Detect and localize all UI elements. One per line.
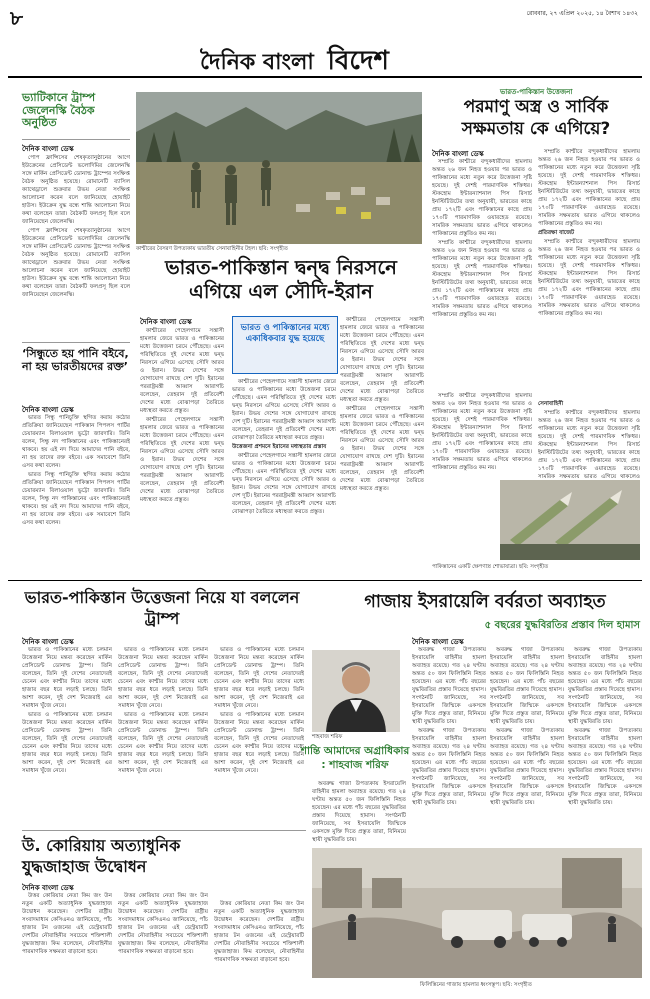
indus-text-cont: ভারত সিন্ধু পানিচুক্তি স্থগিত করায় কঠোর প্রতিক্রিয়া জানিয়েছেন পাকিস্তান পিপলস পার্টির চেয়ারম্যান বিলাওয়াল ভুট্টো জারদারি। তিনি বলেন, সিন্ধু নদ পাকিস্তানের এবং পাকিস্তানেরই থাকবে। হয় এই নদ দিয়ে আমাদের পানি বইবে, না হয় তাদের রক্ত বইবে। এক সমাবেশে তিনি এসব কথা বলেন। [22,472,130,526]
korea-col1 [22,892,112,992]
nuclear-text-cont: সম্প্রতি কাশ্মীরে বন্দুকধারীদের হামলায় অন্তত ২৬ জন নিহত হওয়ার পর ভারত ও পাকিস্তানের মধ্যে নতুন করে উত্তেজনা সৃষ্টি হয়েছে। দুই দেশই পারমাণবিক শক্তিধর। স্টকহোম ইন্টারন্যাশনাল পিস রিসার্চ ইনস্টিটিউটের তথ্য অনুযায়ী, ভারতের কাছে প্রায় ১৭২টি এবং পাকিস্তানের কাছে প্রায় ১৭০টি পারমাণবিক ওয়ারহেড রয়েছে। সামরিক সক্ষমতায় ভারত এগিয়ে থাকলেও পাকিস্তানের প্রস্তুতিও কম নয়। [432,240,532,318]
indus-headline: ‘সিন্ধুতে হয় পানি বইবে, না হয় ভারতীয়দের রক্ত’ [22,347,129,373]
saudi-iran-subhead: উত্তেজনা প্রশমনে ইরানের মধ্যস্থতার প্রস্তাব [232,444,327,450]
masthead-brand: দৈনিক বাংলা [200,50,314,75]
masthead-section: বিদেশ [327,46,389,76]
sharif-portrait-illustration [312,650,400,732]
missile-photo-caption: পাকিস্তানের একটি ক্ষেপণাস্ত্র শোভাযাত্রা। ছবি: সংগৃহীত [432,564,549,570]
gaza-text-cont: অবরুদ্ধ গাজা উপত্যকায় ইসরায়েলি বাহিনীর হামলা অব্যাহত রয়েছে। গত ২৪ ঘণ্টায় অন্তত ৫০ জন ফিলিস্তিনি নিহত হয়েছেন। এর মধ্যে পাঁচ বছরের যুদ্ধবিরতির প্রস্তাব দিয়েছে হামাস। সংগঠনটি জানিয়েছে, সব ইসরায়েলি জিম্মিকে একসঙ্গে মুক্তি দিতে প্রস্তুত তারা, বিনিময়ে স্থায়ী যুদ্ধবিরতি চায়। [412,728,486,806]
gaza-rubble-illustration [312,848,642,978]
divider [22,342,130,343]
saudi-iran-headline: ভারত-পাকিস্তান দ্বন্দ্ব নিরসনে এগিয়ে এল সৌদি-ইরান [165,256,397,304]
korea-byline: দৈনিক বাংলা ডেস্ক [22,884,74,892]
page-number: ৮ [10,6,23,30]
date-line: রোববার, ২৭ এপ্রিল ২০২৫, ১৪ বৈশাখ ১৪৩২ [526,10,638,17]
saudi-iran-col2 [232,378,336,576]
saudi-iran-text-col2: কাশ্মীরের পেহেলগামে সন্ত্রাসী হামলার জেরে ভারত ও পাকিস্তানের মধ্যে উত্তেজনা চরমে পৌঁছেছে। এমন পরিস্থিতিতে দুই দেশের মধ্যে দ্বন্দ্ব নিরসনে এগিয়ে এসেছে সৌদি আরব ও ইরান। উভয় দেশের সঙ্গে যোগাযোগ রাখছে দেশ দুটি। ইরানের পররাষ্ট্রমন্ত্রী আব্বাস আরাগচি বলেছেন, তেহরান দুই প্রতিবেশী দেশের মধ্যে বোঝাপড়া তৈরিতে মধ্যস্থতা করতে প্রস্তুত। [232,379,336,441]
nuclear-col1 [432,158,532,388]
saudi-iran-byline: দৈনিক বাংলা ডেস্ক [140,318,192,326]
indus-text: ভারত সিন্ধু পানিচুক্তি স্থগিত করায় কঠোর প্রতিক্রিয়া জানিয়েছেন পাকিস্তান পিপলস পার্টির চেয়ারম্যান বিলাওয়াল ভুট্টো জারদারি। তিনি বলেন, সিন্ধু নদ পাকিস্তানের এবং পাকিস্তানেরই থাকবে। হয় এই নদ দিয়ে আমাদের পানি বইবে, না হয় তাদের রক্ত বইবে। এক সমাবেশে তিনি এসব কথা বলেন। [22,415,130,469]
sharif-photo [312,650,400,732]
trump-text-cont: ভারত ও পাকিস্তানের মধ্যে চলমান উত্তেজনা নিয়ে মন্তব্য করেছেন মার্কিন প্রেসিডেন্ট ডোনাল্ড ট্রাম্প। তিনি বলেছেন, তিনি দুই দেশের নেতাদেরই চেনেন এবং কাশ্মীর নিয়ে তাদের মধ্যে হাজার বছর ধরে লড়াই চলছে। তিনি আশা করেন, দুই দেশ নিজেরাই এর সমাধান খুঁজে নেবে। [22,712,112,774]
gaza-text-col3b: অবরুদ্ধ গাজা উপত্যকায় ইসরায়েলি বাহিনীর হামলা অব্যাহত রয়েছে। গত ২৪ ঘণ্টায় অন্তত ৫০ জন ফিলিস্তিনি নিহত হয়েছেন। এর মধ্যে পাঁচ বছরের যুদ্ধবিরতির প্রস্তাব দিয়েছে হামাস। সংগঠনটি জানিয়েছে, সব ইসরায়েলি জিম্মিকে একসঙ্গে মুক্তি দিতে প্রস্তুত তারা, বিনিময়ে স্থায়ী যুদ্ধবিরতি চায়। [568,728,642,806]
kashmir-soldiers-photo [136,92,422,244]
nuclear-subhead-1: প্রতিরক্ষা বাজেট [538,230,575,236]
nuclear-text-col2: সম্প্রতি কাশ্মীরে বন্দুকধারীদের হামলায় অন্তত ২৬ জন নিহত হওয়ার পর ভারত ও পাকিস্তানের মধ্যে নতুন করে উত্তেজনা সৃষ্টি হয়েছে। দুই দেশই পারমাণবিক শক্তিধর। স্টকহোম ইন্টারন্যাশনাল পিস রিসার্চ ইনস্টিটিউটের তথ্য অনুযায়ী, ভারতের কাছে প্রায় ১৭২টি এবং পাকিস্তানের কাছে প্রায় ১৭০টি পারমাণবিক ওয়ারহেড রয়েছে। সামরিক সক্ষমতায় ভারত এগিয়ে থাকলেও পাকিস্তানের প্রস্তুতিও কম নয়। [538,149,640,227]
gaza-text-col0: অবরুদ্ধ গাজা উপত্যকায় ইসরায়েলি বাহিনীর হামলা অব্যাহত রয়েছে। গত ২৪ ঘণ্টায় অন্তত ৫০ জন ফিলিস্তিনি নিহত হয়েছেন। এর মধ্যে পাঁচ বছরের যুদ্ধবিরতির প্রস্তাব দিয়েছে হামাস। সংগঠনটি জানিয়েছে, সব ইসরায়েলি জিম্মিকে একসঙ্গে মুক্তি দিতে প্রস্তুত তারা, বিনিময়ে স্থায়ী যুদ্ধবিরতি চায়। [312,781,406,843]
vatican-body [22,154,130,340]
saudi-iran-pullquote: ভারত ও পাকিস্তানের মধ্যে একাধিকবার যুদ্ধ হয়েছে [240,323,330,345]
divider [22,830,306,831]
sharif-caption: শাহবাজ শরিফ [312,734,343,740]
kashmir-photo-caption: কাশ্মীরের বৈসরণ উপত্যকায় ভারতীয় সেনাবাহিনীর টহল। ছবি: সংগৃহীত [136,246,288,252]
gaza-headline: গাজায় ইসরায়েলি বর্বরতা অব্যাহত [364,592,606,612]
missile-photo [500,480,640,560]
gaza-photo [312,848,642,978]
trump-col1 [22,646,112,826]
kashmir-scene-illustration [136,92,422,244]
nuclear-text: সম্প্রতি কাশ্মীরে বন্দুকধারীদের হামলায় অন্তত ২৬ জন নিহত হওয়ার পর ভারত ও পাকিস্তানের মধ্যে নতুন করে উত্তেজনা সৃষ্টি হয়েছে। দুই দেশই পারমাণবিক শক্তিধর। স্টকহোম ইন্টারন্যাশনাল পিস রিসার্চ ইনস্টিটিউটের তথ্য অনুযায়ী, ভারতের কাছে প্রায় ১৭২টি এবং পাকিস্তানের কাছে প্রায় ১৭০টি পারমাণবিক ওয়ারহেড রয়েছে। সামরিক সক্ষমতায় ভারত এগিয়ে থাকলেও পাকিস্তানের প্রস্তুতিও কম নয়। [432,159,532,237]
nuclear-kicker: ভারত-পাকিস্তান উত্তেজনা [500,88,573,96]
divider [22,139,130,140]
missile-illustration [500,480,640,560]
korea-col2 [118,892,208,992]
vatican-byline: দৈনিক বাংলা ডেস্ক [22,145,74,153]
gaza-text-col3: অবরুদ্ধ গাজা উপত্যকায় ইসরায়েলি বাহিনীর হামলা অব্যাহত রয়েছে। গত ২৪ ঘণ্টায় অন্তত ৫০ জন ফিলিস্তিনি নিহত হয়েছেন। এর মধ্যে পাঁচ বছরের যুদ্ধবিরতির প্রস্তাব দিয়েছে হামাস। সংগঠনটি জানিয়েছে, সব ইসরায়েলি জিম্মিকে একসঙ্গে মুক্তি দিতে প্রস্তুত তারা, বিনিময়ে স্থায়ী যুদ্ধবিরতি চায়। [568,647,642,725]
trump-text: ভারত ও পাকিস্তানের মধ্যে চলমান উত্তেজনা নিয়ে মন্তব্য করেছেন মার্কিন প্রেসিডেন্ট ডোনাল্ড ট্রাম্প। তিনি বলেছেন, তিনি দুই দেশের নেতাদেরই চেনেন এবং কাশ্মীর নিয়ে তাদের মধ্যে হাজার বছর ধরে লড়াই চলছে। তিনি আশা করেন, দুই দেশ নিজেরাই এর সমাধান খুঁজে নেবে। [22,647,112,709]
gaza-col3 [568,646,642,816]
indus-body [22,414,130,574]
header-rule [8,76,642,78]
saudi-iran-col3 [340,316,424,576]
nuclear-headline: পরমাণু অস্ত্র ও সার্বিক সক্ষমতায় কে এগিয়ে? [461,97,611,140]
gaza-col2 [490,646,564,816]
korea-headline: উ. কোরিয়ায় অত্যাধুনিক যুদ্ধজাহাজ উদ্বোধন [22,836,181,876]
nuclear-col2 [538,148,640,398]
vatican-text: পোপ ফ্রান্সিসের শেষকৃত্যানুষ্ঠানের আগে ইউক্রেনের প্রেসিডেন্ট ভলোদিমির জেলেনস্কি সঙ্গে মার্কিন প্রেসিডেন্ট ডোনাল্ড ট্রাম্পের সংক্ষিপ্ত বৈঠক অনুষ্ঠিত হয়েছে। রোমানেটি ব্যাসিল ক্যাথেড্রালে শুক্রবার উভয় নেতা সংক্ষিপ্ত আলোচনা করেন বলে জানিয়েছে হোয়াইট হাউস। ইউক্রেন যুদ্ধ বন্ধে শান্তি আলোচনা নিয়ে কথা বলেছেন তারা। বৈঠকটি ফলপ্রসূ ছিল বলে জানিয়েছেন জেলেনস্কি। [22,155,130,225]
gaza-text-col2b: অবরুদ্ধ গাজা উপত্যকায় ইসরায়েলি বাহিনীর হামলা অব্যাহত রয়েছে। গত ২৪ ঘণ্টায় অন্তত ৫০ জন ফিলিস্তিনি নিহত হয়েছেন। এর মধ্যে পাঁচ বছরের যুদ্ধবিরতির প্রস্তাব দিয়েছে হামাস। সংগঠনটি জানিয়েছে, সব ইসরায়েলি জিম্মিকে একসঙ্গে মুক্তি দিতে প্রস্তুত তারা, বিনিময়ে স্থায়ী যুদ্ধবিরতি চায়। [490,728,564,806]
nuclear-text-col2b: সম্প্রতি কাশ্মীরে বন্দুকধারীদের হামলায় অন্তত ২৬ জন নিহত হওয়ার পর ভারত ও পাকিস্তানের মধ্যে নতুন করে উত্তেজনা সৃষ্টি হয়েছে। দুই দেশই পারমাণবিক শক্তিধর। স্টকহোম ইন্টারন্যাশনাল পিস রিসার্চ ইনস্টিটিউটের তথ্য অনুযায়ী, ভারতের কাছে প্রায় ১৭২টি এবং পাকিস্তানের কাছে প্রায় ১৭০টি পারমাণবিক ওয়ারহেড রয়েছে। সামরিক সক্ষমতায় ভারত এগিয়ে থাকলেও পাকিস্তানের প্রস্তুতিও কম নয়। [538,239,640,317]
saudi-iran-text-col3: কাশ্মীরের পেহেলগামে সন্ত্রাসী হামলার জেরে ভারত ও পাকিস্তানের মধ্যে উত্তেজনা চরমে পৌঁছেছে। এমন পরিস্থিতিতে দুই দেশের মধ্যে দ্বন্দ্ব নিরসনে এগিয়ে এসেছে সৌদি আরব ও ইরান। উভয় দেশের সঙ্গে যোগাযোগ রাখছে দেশ দুটি। ইরানের পররাষ্ট্রমন্ত্রী আব্বাস আরাগচি বলেছেন, তেহরান দুই প্রতিবেশী দেশের মধ্যে বোঝাপড়া তৈরিতে মধ্যস্থতা করতে প্রস্তুত। [340,317,424,403]
saudi-iran-col1 [140,327,224,577]
trump-text-col2: ভারত ও পাকিস্তানের মধ্যে চলমান উত্তেজনা নিয়ে মন্তব্য করেছেন মার্কিন প্রেসিডেন্ট ডোনাল্ড ট্রাম্প। তিনি বলেছেন, তিনি দুই দেশের নেতাদেরই চেনেন এবং কাশ্মীর নিয়ে তাদের মধ্যে হাজার বছর ধরে লড়াই চলছে। তিনি আশা করেন, দুই দেশ নিজেরাই এর সমাধান খুঁজে নেবে। [118,647,208,709]
nuclear-text-col3: সম্প্রতি কাশ্মীরে বন্দুকধারীদের হামলায় অন্তত ২৬ জন নিহত হওয়ার পর ভারত ও পাকিস্তানের মধ্যে নতুন করে উত্তেজনা সৃষ্টি হয়েছে। দুই দেশই পারমাণবিক শক্তিধর। স্টকহোম ইন্টারন্যাশনাল পিস রিসার্চ ইনস্টিটিউটের তথ্য অনুযায়ী, ভারতের কাছে প্রায় ১৭২টি এবং পাকিস্তানের কাছে প্রায় ১৭০টি পারমাণবিক ওয়ারহেড রয়েছে। সামরিক সক্ষমতায় ভারত এগিয়ে থাকলেও পাকিস্তানের প্রস্তুতিও কম নয়। [432,393,532,471]
gaza-text-col2: অবরুদ্ধ গাজা উপত্যকায় ইসরায়েলি বাহিনীর হামলা অব্যাহত রয়েছে। গত ২৪ ঘণ্টায় অন্তত ৫০ জন ফিলিস্তিনি নিহত হয়েছেন। এর মধ্যে পাঁচ বছরের যুদ্ধবিরতির প্রস্তাব দিয়েছে হামাস। সংগঠনটি জানিয়েছে, সব ইসরায়েলি জিম্মিকে একসঙ্গে মুক্তি দিতে প্রস্তুত তারা, বিনিময়ে স্থায়ী যুদ্ধবিরতি চায়। [490,647,564,725]
korea-col3 [214,900,304,992]
saudi-iran-text-cont: কাশ্মীরের পেহেলগামে সন্ত্রাসী হামলার জেরে ভারত ও পাকিস্তানের মধ্যে উত্তেজনা চরমে পৌঁছেছে। এমন পরিস্থিতিতে দুই দেশের মধ্যে দ্বন্দ্ব নিরসনে এগিয়ে এসেছে সৌদি আরব ও ইরান। উভয় দেশের সঙ্গে যোগাযোগ রাখছে দেশ দুটি। ইরানের পররাষ্ট্রমন্ত্রী আব্বাস আরাগচি বলেছেন, তেহরান দুই প্রতিবেশী দেশের মধ্যে বোঝাপড়া তৈরিতে মধ্যস্থতা করতে প্রস্তুত। [140,417,224,503]
trump-text-col3b: ভারত ও পাকিস্তানের মধ্যে চলমান উত্তেজনা নিয়ে মন্তব্য করেছেন মার্কিন প্রেসিডেন্ট ডোনাল্ড ট্রাম্প। তিনি বলেছেন, তিনি দুই দেশের নেতাদেরই চেনেন এবং কাশ্মীর নিয়ে তাদের মধ্যে হাজার বছর ধরে লড়াই চলছে। তিনি আশা করেন, দুই দেশ নিজেরাই এর সমাধান খুঁজে নেবে। [214,712,304,774]
gaza-photo-caption: ফিলিস্তিনের গাজায় হামলার ধ্বংসস্তূপ। ছবি: সংগৃহীত [420,982,532,988]
trump-tension-byline: দৈনিক বাংলা ডেস্ক [22,638,74,646]
korea-text-col3: উত্তর কোরিয়ার নেতা কিম জং উন নতুন একটি অত্যাধুনিক যুদ্ধজাহাজ উদ্বোধন করেছেন। দেশটির রাষ্ট্রীয় সংবাদমাধ্যম কেসিএনএ জানিয়েছে, পাঁচ হাজার টন ওজনের এই ডেস্ট্রয়ারটি দেশটির নৌবাহিনীর সবচেয়ে শক্তিশালী যুদ্ধজাহাজ। কিম বলেছেন, নৌবাহিনীর পারমাণবিক সক্ষমতা বাড়ানো হবে। [214,901,304,963]
saudi-iran-pullquote-box [232,316,338,374]
gaza-col0 [312,780,406,846]
trump-tension-headline: ভারত-পাকিস্তান উত্তেজনা নিয়ে যা বললেন ট্রাম্প [24,588,300,628]
korea-text-col2: উত্তর কোরিয়ার নেতা কিম জং উন নতুন একটি অত্যাধুনিক যুদ্ধজাহাজ উদ্বোধন করেছেন। দেশটির রাষ্ট্রীয় সংবাদমাধ্যম কেসিএনএ জানিয়েছে, পাঁচ হাজার টন ওজনের এই ডেস্ট্রয়ারটি দেশটির নৌবাহিনীর সবচেয়ে শক্তিশালী যুদ্ধজাহাজ। কিম বলেছেন, নৌবাহিনীর পারমাণবিক সক্ষমতা বাড়ানো হবে। [118,893,208,955]
indus-byline: দৈনিক বাংলা ডেস্ক [22,406,74,414]
vatican-text-cont: পোপ ফ্রান্সিসের শেষকৃত্যানুষ্ঠানের আগে ইউক্রেনের প্রেসিডেন্ট ভলোদিমির জেলেনস্কি সঙ্গে মার্কিন প্রেসিডেন্ট ডোনাল্ড ট্রাম্পের সংক্ষিপ্ত বৈঠক অনুষ্ঠিত হয়েছে। রোমানেটি ব্যাসিল ক্যাথেড্রালে শুক্রবার উভয় নেতা সংক্ষিপ্ত আলোচনা করেন বলে জানিয়েছে হোয়াইট হাউস। ইউক্রেন যুদ্ধ বন্ধে শান্তি আলোচনা নিয়ে কথা বলেছেন তারা। বৈঠকটি ফলপ্রসূ ছিল বলে জানিয়েছেন জেলেনস্কি। [22,228,130,298]
section-divider [8,580,642,581]
gaza-col1 [412,646,486,816]
nuclear-subhead-2: সেনাবাহিনী [538,401,564,407]
masthead [200,40,460,76]
saudi-iran-text-col3b: কাশ্মীরের পেহেলগামে সন্ত্রাসী হামলার জেরে ভারত ও পাকিস্তানের মধ্যে উত্তেজনা চরমে পৌঁছেছে। এমন পরিস্থিতিতে দুই দেশের মধ্যে দ্বন্দ্ব নিরসনে এগিয়ে এসেছে সৌদি আরব ও ইরান। উভয় দেশের সঙ্গে যোগাযোগ রাখছে দেশ দুটি। ইরানের পররাষ্ট্রমন্ত্রী আব্বাস আরাগচি বলেছেন, তেহরান দুই প্রতিবেশী দেশের মধ্যে বোঝাপড়া তৈরিতে মধ্যস্থতা করতে প্রস্তুত। [340,406,424,492]
gaza-text: অবরুদ্ধ গাজা উপত্যকায় ইসরায়েলি বাহিনীর হামলা অব্যাহত রয়েছে। গত ২৪ ঘণ্টায় অন্তত ৫০ জন ফিলিস্তিনি নিহত হয়েছেন। এর মধ্যে পাঁচ বছরের যুদ্ধবিরতির প্রস্তাব দিয়েছে হামাস। সংগঠনটি জানিয়েছে, সব ইসরায়েলি জিম্মিকে একসঙ্গে মুক্তি দিতে প্রস্তুত তারা, বিনিময়ে স্থায়ী যুদ্ধবিরতি চায়। [412,647,486,725]
trump-col2 [118,646,208,826]
gaza-subheadline: ৫ বছরের যুদ্ধবিরতির প্রস্তাব দিল হামাস [484,620,640,631]
trump-text-col2b: ভারত ও পাকিস্তানের মধ্যে চলমান উত্তেজনা নিয়ে মন্তব্য করেছেন মার্কিন প্রেসিডেন্ট ডোনাল্ড ট্রাম্প। তিনি বলেছেন, তিনি দুই দেশের নেতাদেরই চেনেন এবং কাশ্মীর নিয়ে তাদের মধ্যে হাজার বছর ধরে লড়াই চলছে। তিনি আশা করেন, দুই দেশ নিজেরাই এর সমাধান খুঁজে নেবে। [118,712,208,774]
saudi-iran-text-col2b: কাশ্মীরের পেহেলগামে সন্ত্রাসী হামলার জেরে ভারত ও পাকিস্তানের মধ্যে উত্তেজনা চরমে পৌঁছেছে। এমন পরিস্থিতিতে দুই দেশের মধ্যে দ্বন্দ্ব নিরসনে এগিয়ে এসেছে সৌদি আরব ও ইরান। উভয় দেশের সঙ্গে যোগাযোগ রাখছে দেশ দুটি। ইরানের পররাষ্ট্রমন্ত্রী আব্বাস আরাগচি বলেছেন, তেহরান দুই প্রতিবেশী দেশের মধ্যে বোঝাপড়া তৈরিতে মধ্যস্থতা করতে প্রস্তুত। [232,453,336,515]
saudi-iran-text: কাশ্মীরের পেহেলগামে সন্ত্রাসী হামলার জেরে ভারত ও পাকিস্তানের মধ্যে উত্তেজনা চরমে পৌঁছেছে। এমন পরিস্থিতিতে দুই দেশের মধ্যে দ্বন্দ্ব নিরসনে এগিয়ে এসেছে সৌদি আরব ও ইরান। উভয় দেশের সঙ্গে যোগাযোগ রাখছে দেশ দুটি। ইরানের পররাষ্ট্রমন্ত্রী আব্বাস আরাগচি বলেছেন, তেহরান দুই প্রতিবেশী দেশের মধ্যে বোঝাপড়া তৈরিতে মধ্যস্থতা করতে প্রস্তুত। [140,328,224,414]
vatican-headline: ভ্যাটিকানে ট্রাম্প জেলেনস্কি বৈঠক অনুষ্ঠিত [22,91,96,130]
gaza-byline: দৈনিক বাংলা ডেস্ক [412,638,464,646]
sharif-headline: শান্তি আমাদের অগ্রাধিকার : শাহবাজ শরিফ [300,745,410,772]
korea-text: উত্তর কোরিয়ার নেতা কিম জং উন নতুন একটি অত্যাধুনিক যুদ্ধজাহাজ উদ্বোধন করেছেন। দেশটির রাষ্ট্রীয় সংবাদমাধ্যম কেসিএনএ জানিয়েছে, পাঁচ হাজার টন ওজনের এই ডেস্ট্রয়ারটি দেশটির নৌবাহিনীর সবচেয়ে শক্তিশালী যুদ্ধজাহাজ। কিম বলেছেন, নৌবাহিনীর পারমাণবিক সক্ষমতা বাড়ানো হবে। [22,893,112,955]
trump-text-col3: ভারত ও পাকিস্তানের মধ্যে চলমান উত্তেজনা নিয়ে মন্তব্য করেছেন মার্কিন প্রেসিডেন্ট ডোনাল্ড ট্রাম্প। তিনি বলেছেন, তিনি দুই দেশের নেতাদেরই চেনেন এবং কাশ্মীর নিয়ে তাদের মধ্যে হাজার বছর ধরে লড়াই চলছে। তিনি আশা করেন, দুই দেশ নিজেরাই এর সমাধান খুঁজে নেবে। [214,647,304,709]
nuclear-text-col4: সম্প্রতি কাশ্মীরে বন্দুকধারীদের হামলায় অন্তত ২৬ জন নিহত হওয়ার পর ভারত ও পাকিস্তানের মধ্যে নতুন করে উত্তেজনা সৃষ্টি হয়েছে। দুই দেশই পারমাণবিক শক্তিধর। স্টকহোম ইন্টারন্যাশনাল পিস রিসার্চ ইনস্টিটিউটের তথ্য অনুযায়ী, ভারতের কাছে প্রায় ১৭২টি এবং পাকিস্তানের কাছে প্রায় ১৭০টি পারমাণবিক ওয়ারহেড রয়েছে। সামরিক সক্ষমতায় ভারত এগিয়ে থাকলেও [538,410,640,480]
nuclear-byline: দৈনিক বাংলা ডেস্ক [432,150,484,158]
